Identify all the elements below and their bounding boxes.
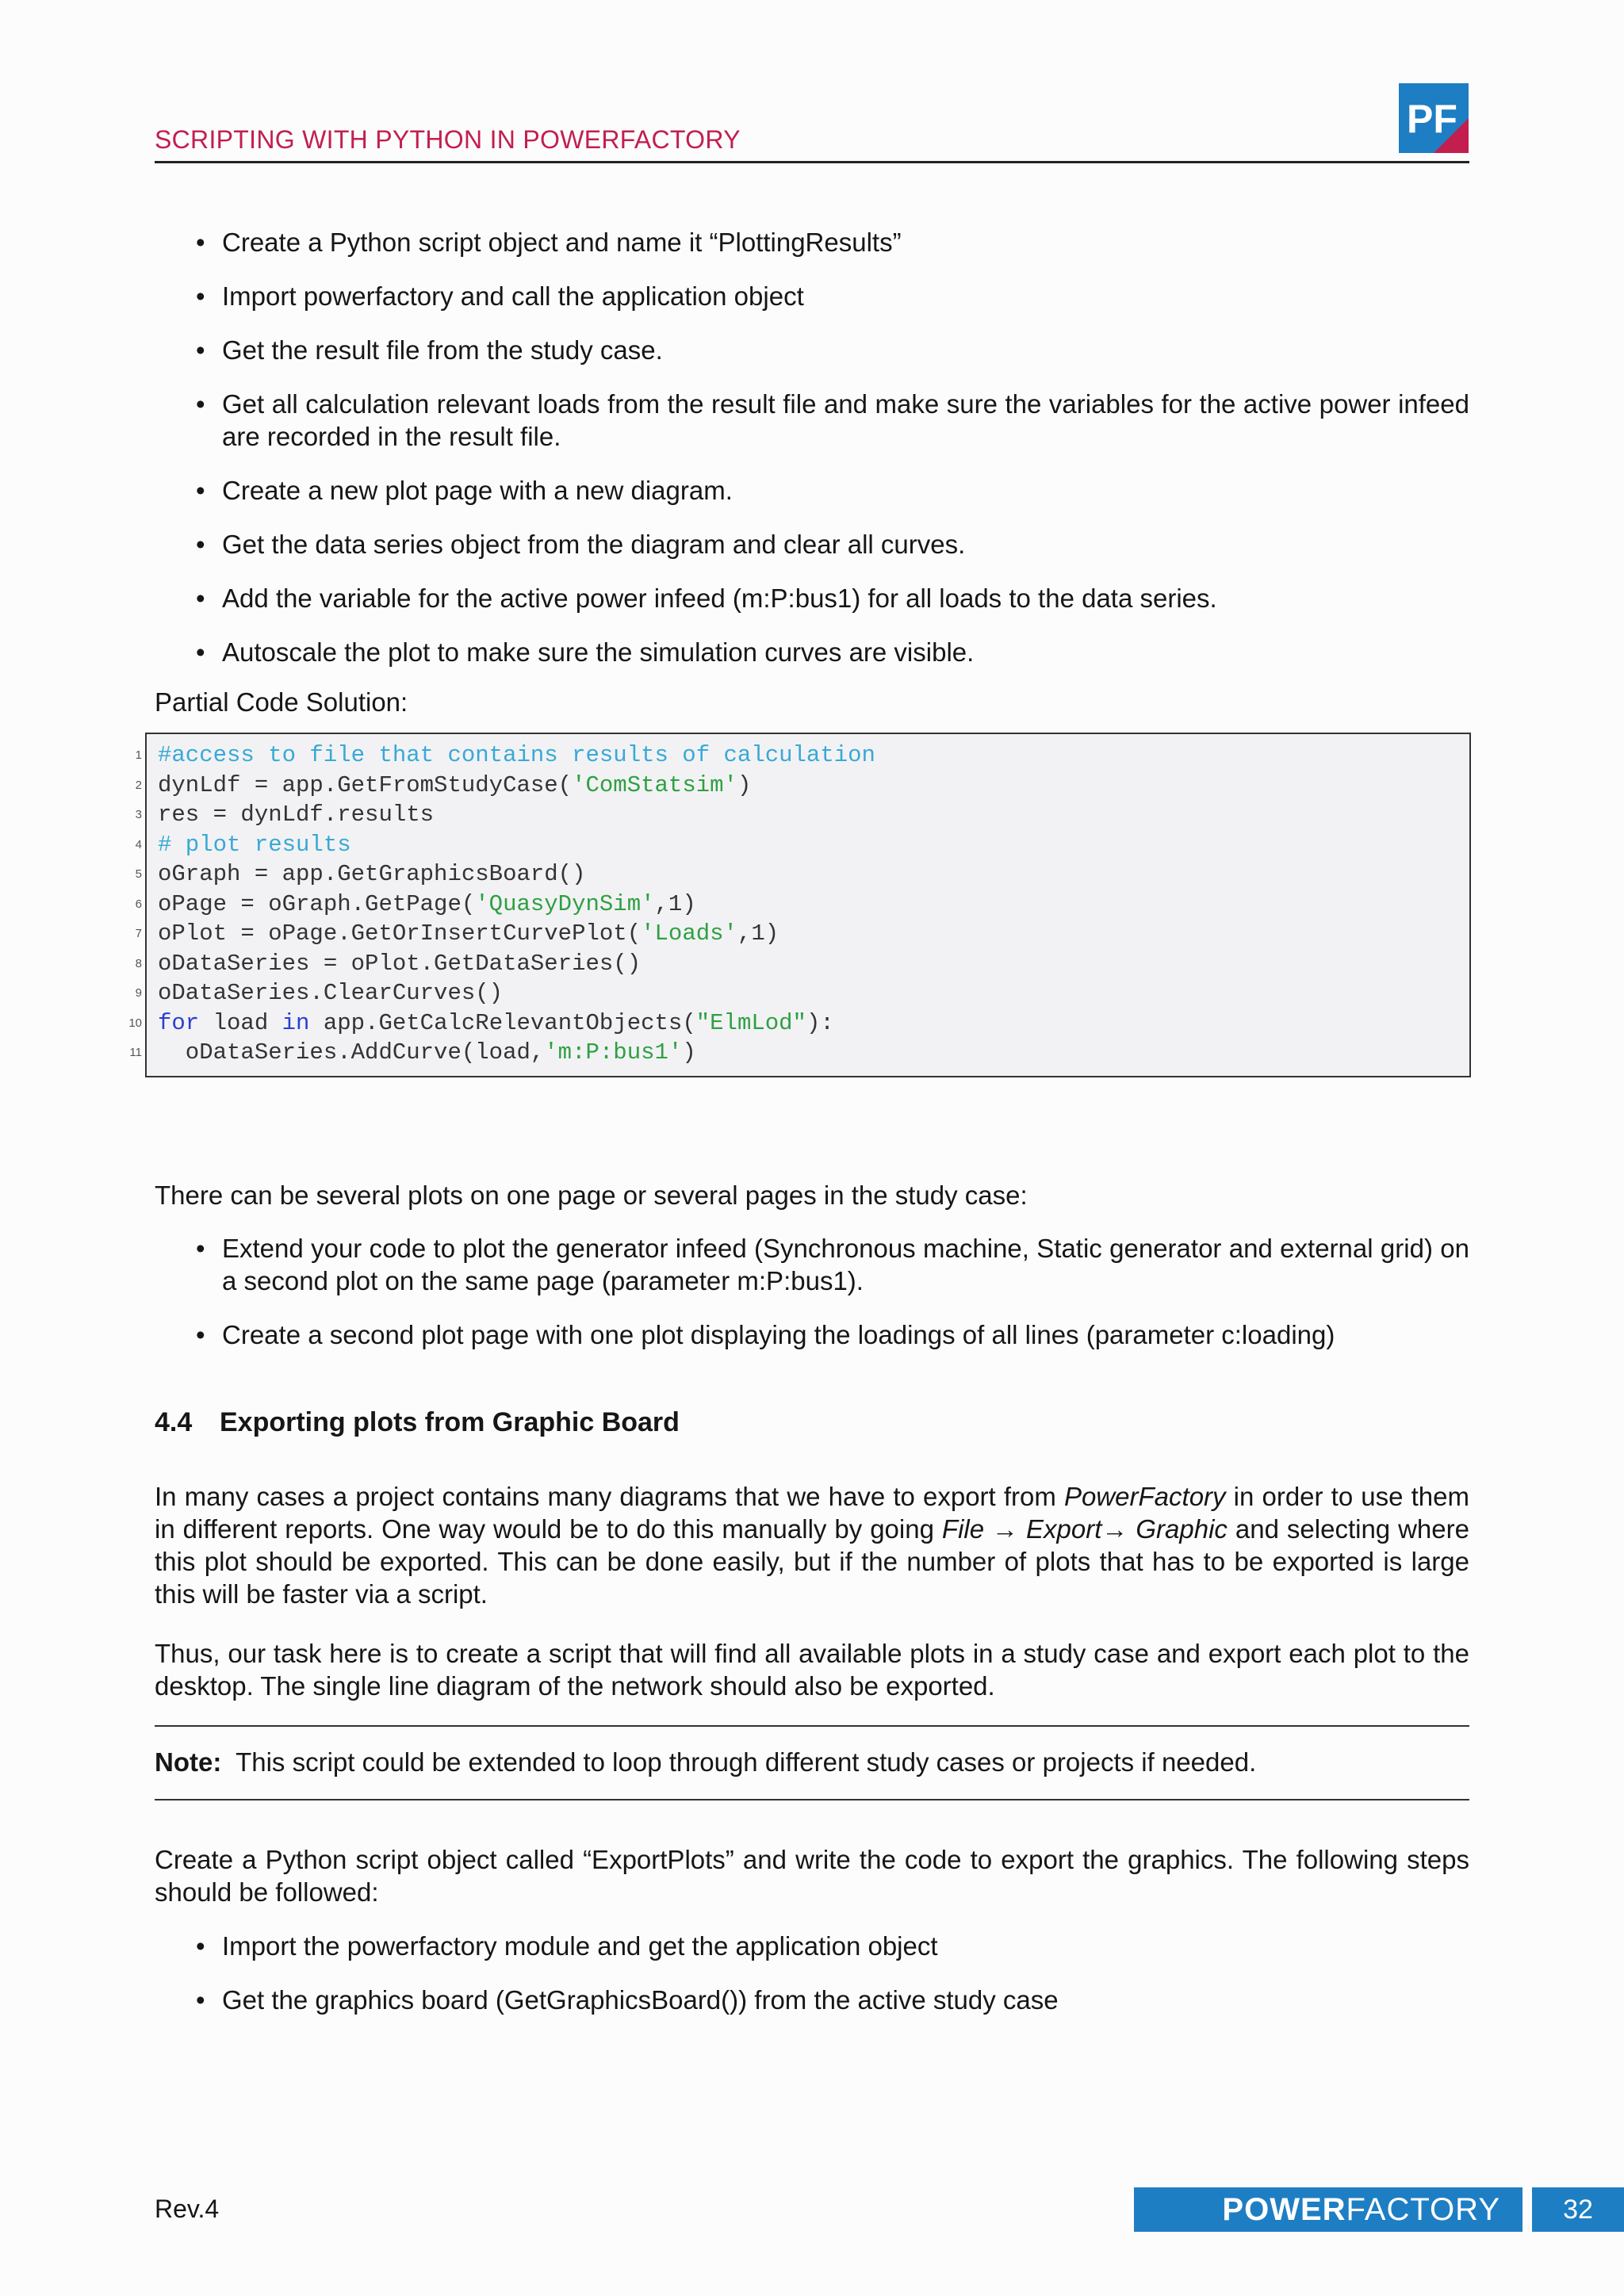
main-content [128, 226, 1470, 2038]
list-item: • Get the data series object from the diagram and clear all curves. [155, 528, 1469, 561]
code-line: 3 res = dynLdf.results [147, 800, 1469, 830]
paragraph-intro: In many cases a project contains many diagrams that we have to export from PowerFactory in order to use them in different reports. One way would be to do this manually by going File → Export→ Graphic and selecting where this plot should be exported. This can be done easily, but if the number of plots that has to be exported is large this will be faster via a script. [155, 1481, 1470, 1609]
list-item: • Create a Python script object and name it “PlottingResults” [155, 226, 1469, 258]
code-line: 4 # plot results [147, 830, 1469, 860]
page-number: 32 [1532, 2187, 1624, 2232]
line-number: 8 [135, 956, 142, 970]
section-heading [155, 1406, 1469, 1439]
code-line: 1 #access to file that contains results of calculation [147, 740, 1469, 771]
list-item: • Import powerfactory and call the application object [155, 280, 1469, 312]
line-number: 5 [135, 867, 142, 881]
section-number: 4.4 [155, 1406, 193, 1437]
code-listing [128, 733, 1471, 1077]
paragraph-task: Thus, our task here is to create a script that will find all available plots in a study case and export each plot to the desktop. The single line diagram of the network should also be exported. [155, 1638, 1469, 1701]
code-line: 7 oPlot = oPage.GetOrInsertCurvePlot('Loads',1) [147, 919, 1469, 949]
note-text: This script could be extended to loop through different study cases or projects if needed. [236, 1747, 1257, 1777]
list-item: • Get the graphics board (GetGraphicsBoard()) from the active study case [155, 1984, 1469, 2016]
code-line: 2 dynLdf = app.GetFromStudyCase('ComStatsim') [147, 771, 1469, 801]
running-header: SCRIPTING WITH PYTHON IN POWERFACTORY [155, 125, 741, 154]
exercise-list [155, 1232, 1469, 1351]
paragraph-several-plots: There can be several plots on one page or several pages in the study case: [155, 1180, 1028, 1210]
partial-code-label: Partial Code Solution: [155, 687, 408, 717]
list-item: • Create a new plot page with a new diagram. [155, 474, 1469, 507]
line-number: 6 [135, 897, 142, 911]
header-rule [155, 161, 1469, 163]
code-line: 5 oGraph = app.GetGraphicsBoard() [147, 859, 1469, 890]
line-number: 7 [135, 927, 142, 940]
line-number: 3 [135, 808, 142, 821]
code-line: 9 oDataSeries.ClearCurves() [147, 978, 1469, 1008]
line-number: 2 [135, 778, 142, 792]
line-number: 11 [129, 1046, 142, 1059]
pf-logo [1399, 83, 1469, 153]
steps-list [155, 1930, 1469, 2016]
line-number: 4 [135, 837, 142, 851]
code-line: 6 oPage = oGraph.GetPage('QuasyDynSim',1) [147, 890, 1469, 920]
section-title: Exporting plots from Graphic Board [220, 1406, 680, 1437]
line-number: 10 [128, 1016, 142, 1030]
list-item: • Get all calculation relevant loads from the result file and make sure the variables for the active power infeed are recorded in the result file. [155, 388, 1469, 453]
revision-label: Rev.4 [155, 2195, 220, 2223]
code-line: 10 for load in app.GetCalcRelevantObjects("ElmLod"): [147, 1008, 1469, 1039]
code-line: 8 oDataSeries = oPlot.GetDataSeries() [147, 949, 1469, 979]
line-number: 1 [135, 748, 142, 762]
paragraph-export: Create a Python script object called “ExportPlots” and write the code to export the graphics. The following steps should be followed: [155, 1844, 1469, 1907]
pf-logo-text: PF [1407, 97, 1457, 141]
note-box [155, 1746, 1469, 1778]
list-item: • Add the variable for the active power infeed (m:P:bus1) for all loads to the data series. [155, 582, 1469, 614]
note-top-rule [155, 1725, 1469, 1727]
list-item: • Autoscale the plot to make sure the simulation curves are visible. [155, 636, 1469, 668]
list-item: • Extend your code to plot the generator infeed (Synchronous machine, Static generator and external grid) on a second plot on the same page (parameter m:P:bus1). [155, 1232, 1469, 1297]
code-line: 11 oDataSeries.AddCurve(load,'m:P:bus1') [147, 1038, 1469, 1068]
task-list [155, 226, 1469, 668]
line-number: 9 [135, 986, 142, 1000]
list-item: • Get the result file from the study case. [155, 334, 1469, 366]
note-label: Note: [155, 1747, 222, 1777]
list-item: • Create a second plot page with one plot displaying the loadings of all lines (parameter c:loading) [155, 1318, 1469, 1351]
brand-bar: POWERFACTORY [1134, 2187, 1522, 2232]
list-item: • Import the powerfactory module and get the application object [155, 1930, 1469, 1962]
note-bottom-rule [155, 1799, 1469, 1800]
